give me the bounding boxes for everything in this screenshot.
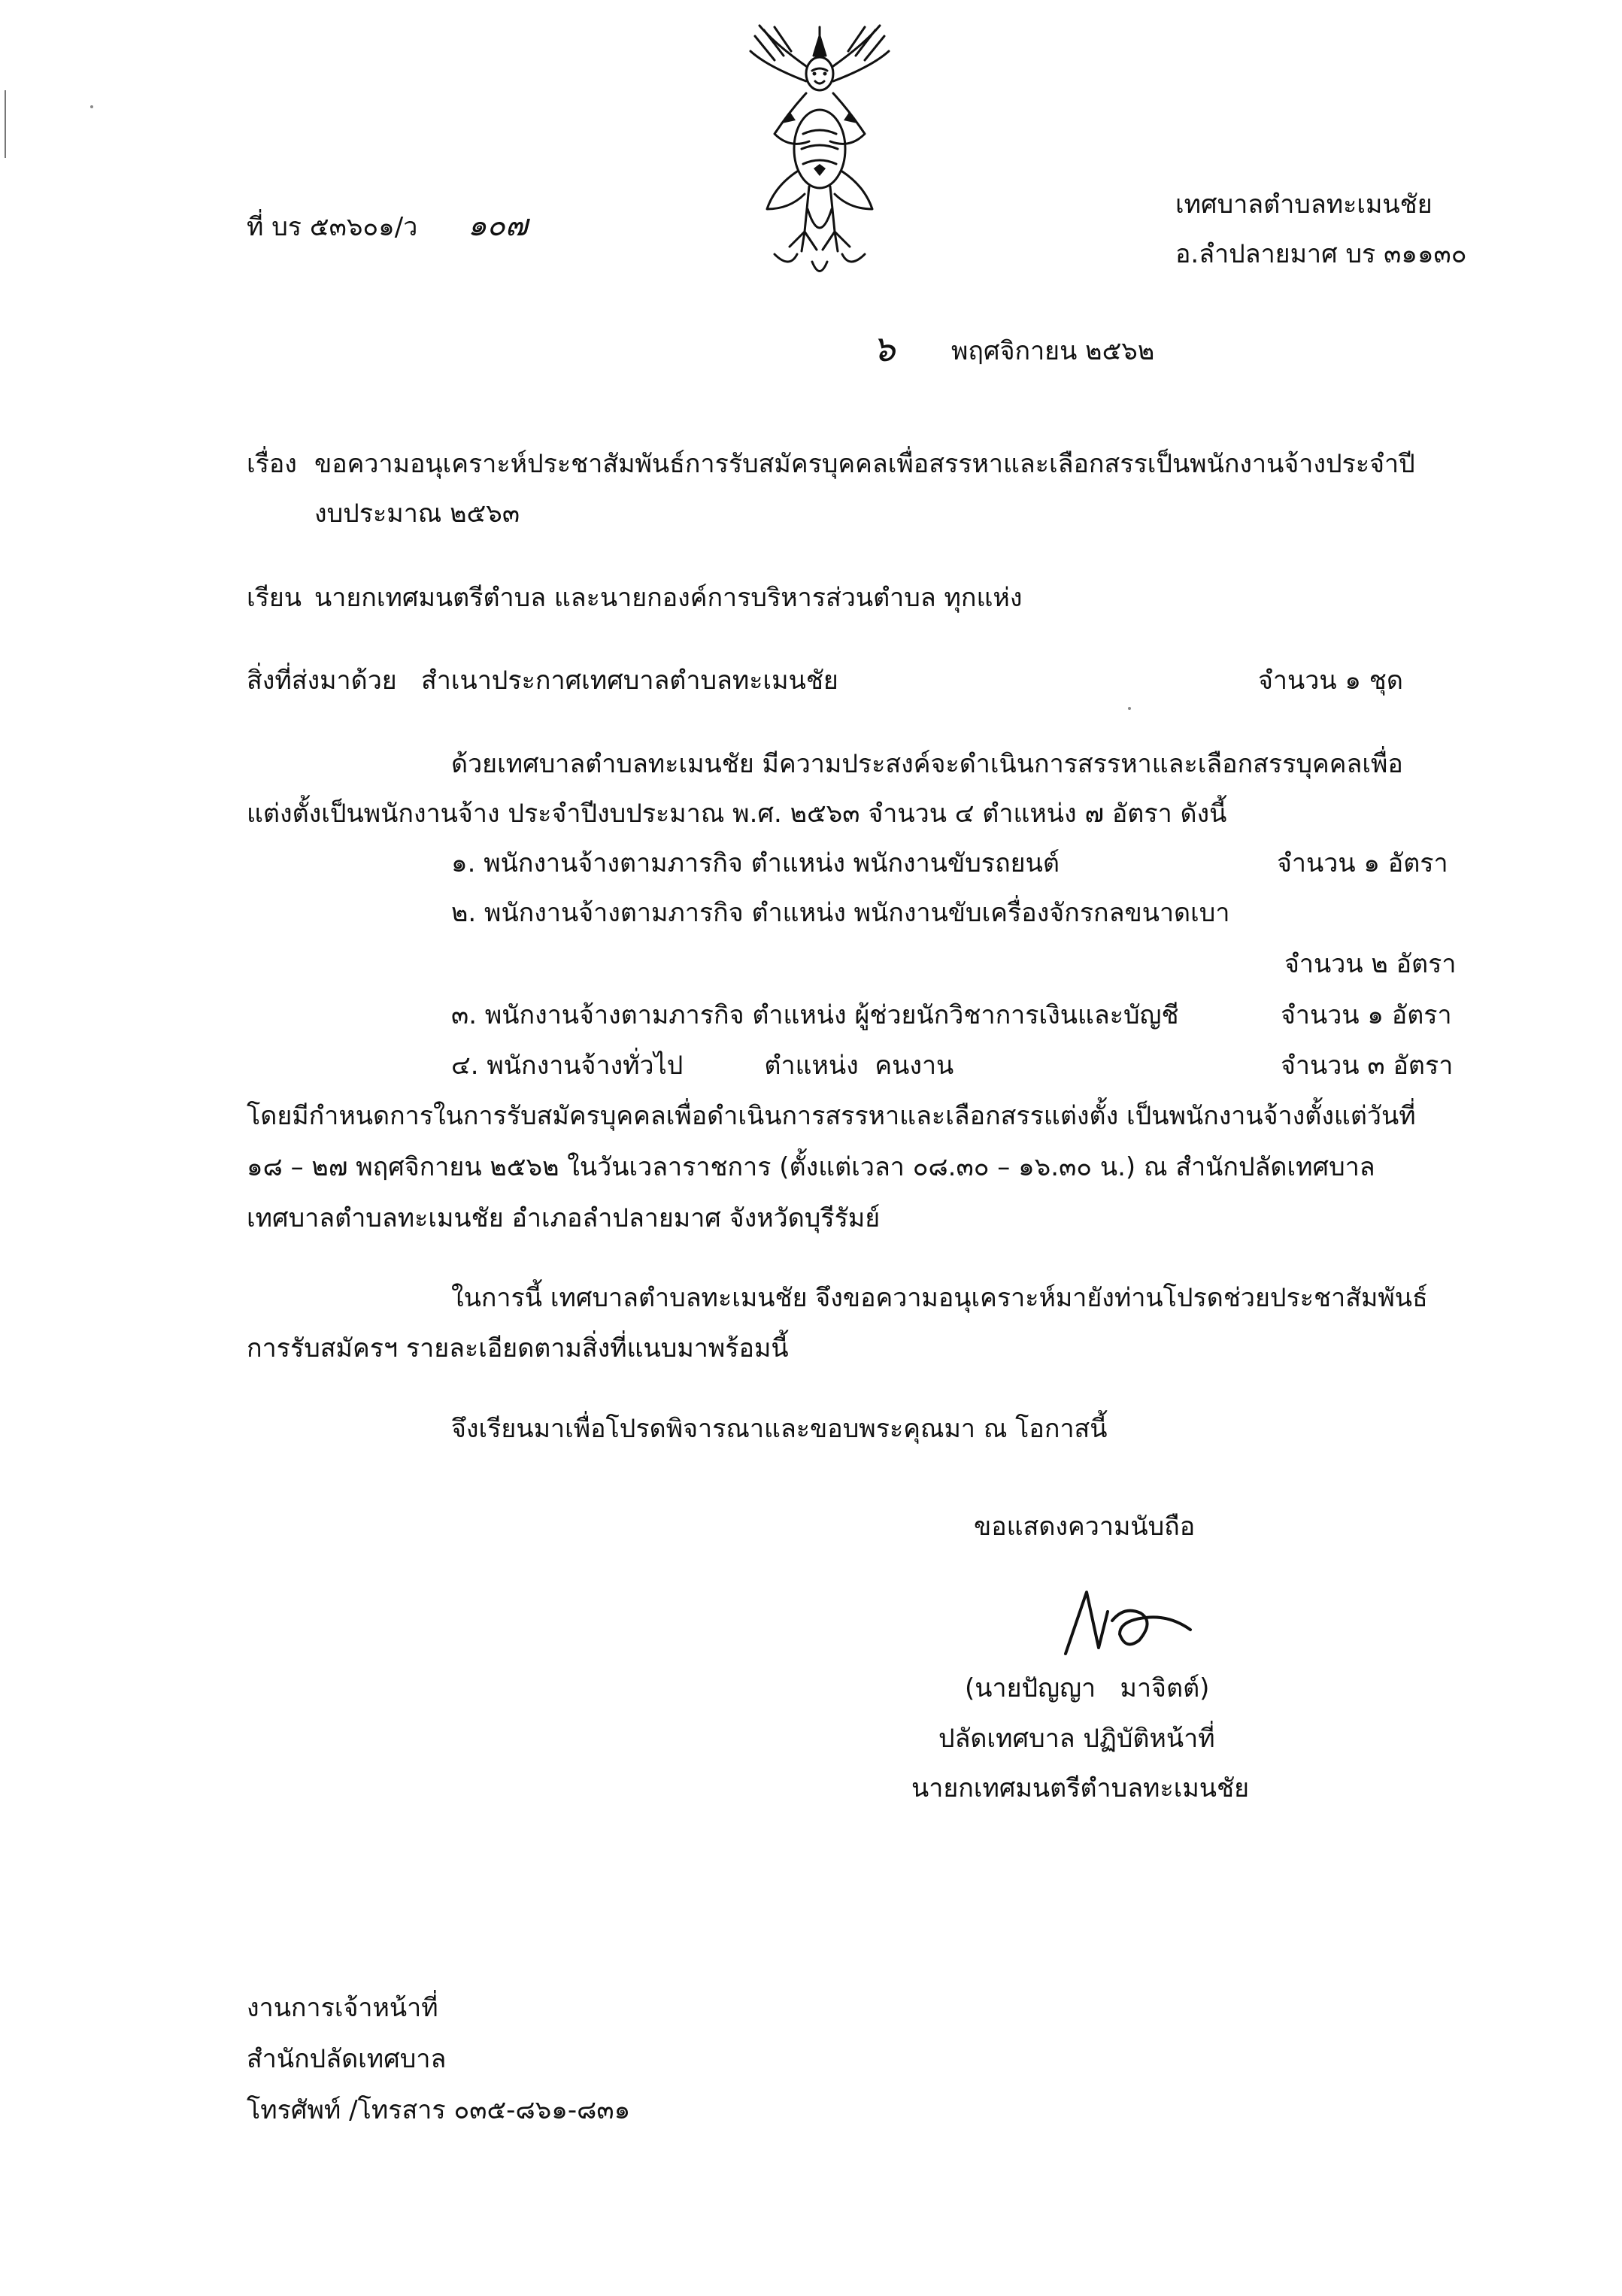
- addressee-label: เรียน: [247, 583, 302, 613]
- document-number-handwritten: ๑๐๗: [468, 208, 528, 243]
- scan-speck: [90, 105, 93, 108]
- footer-phone: โทรศัพท์ /โทรสาร ๐๓๕-๘๖๑-๘๓๑: [247, 2095, 631, 2125]
- position-count: จำนวน ๓ อัตรา: [1281, 1051, 1454, 1081]
- body-paragraph-3-line-2: การรับสมัครฯ รายละเอียดตามสิ่งที่แนบมาพร้อมนี้: [247, 1333, 789, 1363]
- subject-line-1: ขอความอนุเคราะห์ประชาสัมพันธ์การรับสมัครบุคคลเพื่อสรรหาและเลือกสรรเป็นพนักงานจ้างประจำปี: [314, 449, 1415, 479]
- signer-title-2: นายกเทศมนตรีตำบลทะเมนชัย: [911, 1773, 1249, 1803]
- scan-speck: [1128, 707, 1131, 710]
- footer-unit: งานการเจ้าหน้าที่: [247, 1993, 438, 2023]
- body-paragraph-4: จึงเรียนมาเพื่อโปรดพิจารณาและขอบพระคุณมา ณ โอกาสนี้: [451, 1414, 1108, 1444]
- document-number: ที่ บร ๕๓๖๐๑/ว: [247, 212, 418, 242]
- signer-name: (นายปัญญา มาจิตต์): [965, 1673, 1210, 1703]
- position-count: จำนวน ๑ อัตรา: [1277, 848, 1448, 878]
- position-count: จำนวน ๑ อัตรา: [1281, 1000, 1452, 1030]
- position-item: ๔. พนักงานจ้างทั่วไป ตำแหน่ง คนงาน: [451, 1051, 954, 1081]
- scan-edge-mark: [5, 90, 6, 158]
- subject-label: เรื่อง: [247, 449, 297, 479]
- body-paragraph-2-line-1: โดยมีกำหนดการในการรับสมัครบุคคลเพื่อดำเนินการสรรหาและเลือกสรรแต่งตั้ง เป็นพนักงานจ้างตั้งแต่วันที่: [247, 1101, 1416, 1131]
- office-address: อ.ลำปลายมาศ บร ๓๑๑๓๐: [1175, 239, 1467, 269]
- closing-regards: ขอแสดงความนับถือ: [974, 1512, 1196, 1542]
- body-paragraph-2-line-3: เทศบาลตำบลทะเมนชัย อำเภอลำปลายมาศ จังหวัดบุรีรัมย์: [247, 1203, 881, 1233]
- position-item: ๑. พนักงานจ้างตามภารกิจ ตำแหน่ง พนักงานขับรถยนต์: [451, 848, 1060, 878]
- subject-line-2: งบประมาณ ๒๕๖๓: [314, 499, 520, 529]
- office-name: เทศบาลตำบลทะเมนชัย: [1175, 190, 1433, 220]
- handwritten-signature: [1057, 1576, 1199, 1666]
- enclosure-quantity: จำนวน ๑ ชุด: [1258, 666, 1403, 696]
- body-paragraph-3-line-1: ในการนี้ เทศบาลตำบลทะเมนชัย จึงขอความอนุเคราะห์มายังท่านโปรดช่วยประชาสัมพันธ์: [451, 1283, 1428, 1313]
- position-count: จำนวน ๒ อัตรา: [1284, 949, 1457, 979]
- footer-office: สำนักปลัดเทศบาล: [247, 2044, 447, 2074]
- date-month-year: พฤศจิกายน ๒๕๖๒: [951, 336, 1155, 366]
- date-day-handwritten: ๖: [872, 328, 896, 370]
- signer-title-1: ปลัดเทศบาล ปฏิบัติหน้าที่: [938, 1724, 1215, 1754]
- garuda-emblem: [744, 21, 895, 286]
- body-paragraph-1-line-2: แต่งตั้งเป็นพนักงานจ้าง ประจำปีงบประมาณ พ.ศ. ๒๕๖๓ จำนวน ๔ ตำแหน่ง ๗ อัตรา ดังนี้: [247, 799, 1227, 829]
- position-item: ๒. พนักงานจ้างตามภารกิจ ตำแหน่ง พนักงานขับเครื่องจักรกลขนาดเบา: [451, 898, 1230, 928]
- enclosure-item: สำเนาประกาศเทศบาลตำบลทะเมนชัย: [421, 666, 838, 696]
- enclosure-label: สิ่งที่ส่งมาด้วย: [247, 666, 397, 696]
- addressee-text: นายกเทศมนตรีตำบล และนายกองค์การบริหารส่วนตำบล ทุกแห่ง: [314, 583, 1023, 613]
- body-paragraph-1-line-1: ด้วยเทศบาลตำบลทะเมนชัย มีความประสงค์จะดำเนินการสรรหาและเลือกสรรบุคคลเพื่อ: [451, 749, 1403, 779]
- body-paragraph-2-line-2: ๑๘ – ๒๗ พฤศจิกายน ๒๕๖๒ ในวันเวลาราชการ (ตั้งแต่เวลา ๐๘.๓๐ – ๑๖.๓๐ น.) ณ สำนักปลัดเทศบาล: [247, 1152, 1375, 1182]
- position-item: ๓. พนักงานจ้างตามภารกิจ ตำแหน่ง ผู้ช่วยนักวิชาการเงินและบัญชี: [451, 1000, 1179, 1030]
